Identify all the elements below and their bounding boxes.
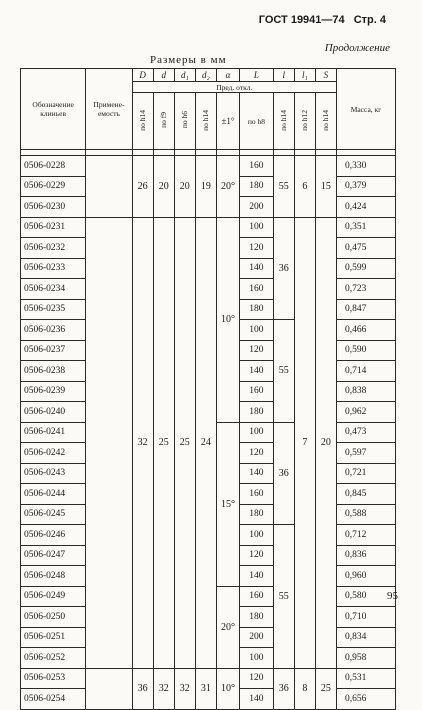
cell-l: 55: [273, 320, 294, 423]
col-application-header: Примене-емость: [86, 69, 132, 150]
cell-d2: 24: [195, 217, 216, 668]
cell-d: 25: [153, 217, 174, 668]
cell-S: 20: [315, 217, 336, 668]
cell-L: 140: [240, 463, 274, 484]
cell-mass: 0,330: [336, 156, 395, 177]
tol-d: по f9: [153, 93, 174, 150]
cell-L: 100: [240, 525, 274, 546]
col-name-header: Обозначение клиньев: [21, 69, 86, 150]
cell-L: 200: [240, 197, 274, 218]
cell-mass: 0,351: [336, 217, 395, 238]
cell-mass: 0,960: [336, 566, 395, 587]
cell-mass: 0,710: [336, 607, 395, 628]
tol-d1: по h6: [174, 93, 195, 150]
cell-l: 36: [273, 668, 294, 709]
cell-mass: 0,466: [336, 320, 395, 341]
row-designation: 0506-0242: [21, 443, 86, 464]
cell-mass: 0,580: [336, 586, 395, 607]
cell-mass: 0,379: [336, 176, 395, 197]
cell-L: 120: [240, 668, 274, 689]
table-row: [21, 156, 396, 177]
sym-S: S: [315, 69, 336, 82]
cell-mass: 0,847: [336, 299, 395, 320]
sym-D: D: [132, 69, 153, 82]
tol-L: по h8: [240, 93, 274, 150]
cell-L: 160: [240, 156, 274, 177]
page-number: 95: [387, 590, 398, 602]
row-designation: 0506-0253: [21, 668, 86, 689]
cell-mass: 0,845: [336, 484, 395, 505]
cell-mass: 0,836: [336, 545, 395, 566]
tol-alpha: ±1°: [216, 93, 239, 150]
application-cell: [86, 668, 132, 709]
cell-L: 180: [240, 402, 274, 423]
cell-L: 200: [240, 627, 274, 648]
cell-mass: 0,597: [336, 443, 395, 464]
cell-L: 120: [240, 238, 274, 259]
cell-d2: 19: [195, 156, 216, 218]
col-mass-header: Масса, кг: [336, 69, 395, 150]
row-designation: 0506-0244: [21, 484, 86, 505]
cell-L: 100: [240, 320, 274, 341]
cell-l1: 7: [294, 217, 315, 668]
cell-D: 26: [132, 156, 153, 218]
cell-L: 160: [240, 484, 274, 505]
cell-l: 55: [273, 156, 294, 218]
row-designation: 0506-0237: [21, 340, 86, 361]
row-designation: 0506-0249: [21, 586, 86, 607]
cell-mass: 0,475: [336, 238, 395, 259]
sym-l: l: [273, 69, 294, 82]
row-designation: 0506-0230: [21, 197, 86, 218]
row-designation: 0506-0238: [21, 361, 86, 382]
standard-number: ГОСТ 19941—74: [258, 14, 345, 26]
table-row: [21, 668, 396, 689]
cell-mass: 0,834: [336, 627, 395, 648]
cell-l: 55: [273, 525, 294, 669]
cell-L: 180: [240, 176, 274, 197]
cell-mass: 0,590: [336, 340, 395, 361]
row-designation: 0506-0234: [21, 279, 86, 300]
row-designation: 0506-0254: [21, 689, 86, 710]
cell-S: 25: [315, 668, 336, 709]
row-designation: 0506-0252: [21, 648, 86, 669]
cell-L: 100: [240, 648, 274, 669]
cell-mass: 0,599: [336, 258, 395, 279]
row-designation: 0506-0232: [21, 238, 86, 259]
row-designation: 0506-0245: [21, 504, 86, 525]
row-designation: 0506-0235: [21, 299, 86, 320]
cell-mass: 0,588: [336, 504, 395, 525]
cell-l: 36: [273, 422, 294, 525]
tol-l: по h14: [273, 93, 294, 150]
row-designation: 0506-0228: [21, 156, 86, 177]
wedge-dimensions-table: [20, 68, 396, 710]
row-designation: 0506-0239: [21, 381, 86, 402]
cell-mass: 0,656: [336, 689, 395, 710]
cell-D: 32: [132, 217, 153, 668]
cell-L: 100: [240, 217, 274, 238]
row-designation: 0506-0248: [21, 566, 86, 587]
row-designation: 0506-0251: [21, 627, 86, 648]
cell-mass: 0,962: [336, 402, 395, 423]
tolerance-title: Пред. откл.: [132, 82, 336, 93]
cell-mass: 0,714: [336, 361, 395, 382]
cell-L: 120: [240, 443, 274, 464]
cell-mass: 0,723: [336, 279, 395, 300]
cell-mass: 0,958: [336, 648, 395, 669]
cell-alpha: 20°: [216, 586, 239, 668]
cell-mass: 0,473: [336, 422, 395, 443]
cell-d2: 31: [195, 668, 216, 709]
tol-S: по h14: [315, 93, 336, 150]
cell-L: 100: [240, 422, 274, 443]
sym-d: d: [153, 69, 174, 82]
cell-L: 180: [240, 607, 274, 628]
cell-L: 140: [240, 361, 274, 382]
cell-d1: 25: [174, 217, 195, 668]
cell-l1: 6: [294, 156, 315, 218]
row-designation: 0506-0240: [21, 402, 86, 423]
cell-D: 36: [132, 668, 153, 709]
cell-L: 180: [240, 504, 274, 525]
cell-mass: 0,712: [336, 525, 395, 546]
cell-L: 180: [240, 299, 274, 320]
cell-d: 20: [153, 156, 174, 218]
cell-L: 160: [240, 381, 274, 402]
cell-L: 140: [240, 566, 274, 587]
row-designation: 0506-0231: [21, 217, 86, 238]
application-cell: [86, 217, 132, 668]
page-header: [253, 14, 386, 26]
row-designation: 0506-0236: [21, 320, 86, 341]
cell-L: 140: [240, 689, 274, 710]
cell-d: 32: [153, 668, 174, 709]
cell-alpha: 10°: [216, 668, 239, 709]
cell-l: 36: [273, 217, 294, 320]
cell-L: 120: [240, 340, 274, 361]
page-label: Стр. 4: [353, 14, 386, 26]
cell-alpha: 10°: [216, 217, 239, 422]
cell-mass: 0,838: [336, 381, 395, 402]
cell-L: 140: [240, 258, 274, 279]
cell-alpha: 20°: [216, 156, 239, 218]
cell-mass: 0,721: [336, 463, 395, 484]
row-designation: 0506-0247: [21, 545, 86, 566]
cell-d1: 20: [174, 156, 195, 218]
row-designation: 0506-0233: [21, 258, 86, 279]
cell-L: 120: [240, 545, 274, 566]
row-designation: 0506-0250: [21, 607, 86, 628]
tol-l1: по h12: [294, 93, 315, 150]
row-designation: 0506-0229: [21, 176, 86, 197]
cell-l1: 8: [294, 668, 315, 709]
cell-L: 160: [240, 586, 274, 607]
tol-D: по h14: [132, 93, 153, 150]
sym-L: L: [240, 69, 274, 82]
dimensions-title: Размеры в мм: [150, 54, 227, 66]
application-cell: [86, 156, 132, 218]
row-designation: 0506-0243: [21, 463, 86, 484]
tol-d2: по h14: [195, 93, 216, 150]
cell-mass: 0,531: [336, 668, 395, 689]
sym-d1: d₁: [174, 69, 195, 82]
sym-alpha: α: [216, 69, 239, 82]
cell-S: 15: [315, 156, 336, 218]
table-row: [21, 217, 396, 238]
cell-mass: 0,424: [336, 197, 395, 218]
row-designation: 0506-0241: [21, 422, 86, 443]
cell-L: 160: [240, 279, 274, 300]
sym-l1: l₁: [294, 69, 315, 82]
cell-d1: 32: [174, 668, 195, 709]
sym-d2: d₂: [195, 69, 216, 82]
row-designation: 0506-0246: [21, 525, 86, 546]
cell-alpha: 15°: [216, 422, 239, 586]
continuation-label: Продолжение: [324, 42, 390, 54]
